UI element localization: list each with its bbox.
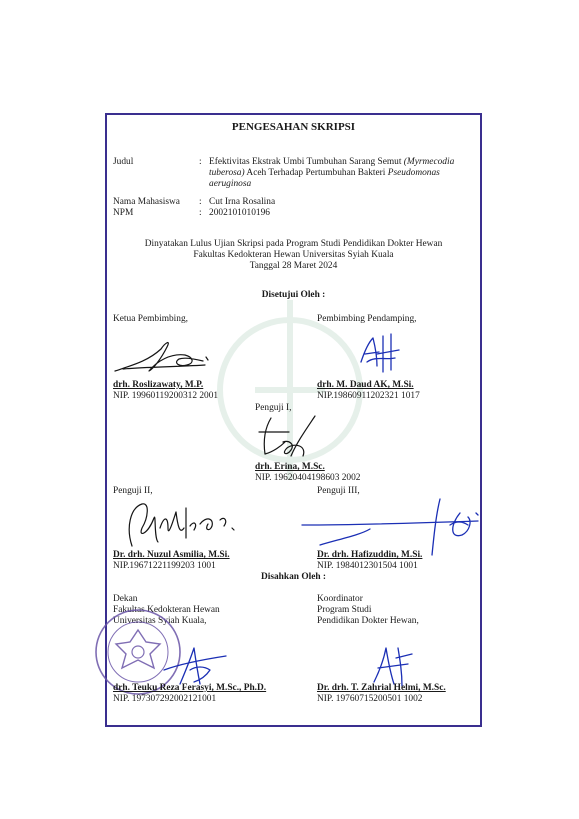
penguji2-name: Dr. drh. Nuzul Asmilia, M.Si. bbox=[113, 550, 230, 560]
document-title: PENGESAHAN SKRIPSI bbox=[231, 121, 356, 133]
judul-label: Judul bbox=[113, 157, 134, 167]
koordinator-name: Dr. drh. T. Zahrial Helmi, M.Sc. bbox=[317, 683, 446, 693]
ratified-by-heading: Disahkan Oleh : bbox=[260, 572, 327, 582]
penguji1-nip: NIP. 19620404198603 2002 bbox=[255, 473, 361, 483]
penguji3-name: Dr. drh. Hafizuddin, M.Si. bbox=[317, 550, 423, 560]
pendamping-role: Pembimbing Pendamping, bbox=[317, 314, 417, 324]
dekan-nip: NIP. 197307292002121001 bbox=[113, 694, 217, 704]
npm-value: 2002101010196 bbox=[209, 208, 270, 218]
pendamping-name: drh. M. Daud AK, M.Si. bbox=[317, 380, 414, 390]
nama-label: Nama Mahasiswa bbox=[113, 197, 180, 207]
judul-line-1: Efektivitas Ekstrak Umbi Tumbuhan Sarang Semut (Myrmecodia bbox=[209, 157, 455, 167]
koordinator-role-3: Pendidikan Dokter Hewan, bbox=[317, 616, 419, 626]
koordinator-role-2: Program Studi bbox=[317, 605, 372, 615]
statement-line-2: Fakultas Kedokteran Hewan Universitas Syiah Kuala bbox=[193, 250, 394, 260]
ketua-role: Ketua Pembimbing, bbox=[113, 314, 188, 324]
npm-label: NPM bbox=[113, 208, 134, 218]
pendamping-signature bbox=[355, 332, 405, 378]
pendamping-nip: NIP.19860911202321 1017 bbox=[317, 391, 420, 401]
statement-line-1: Dinyatakan Lulus Ujian Skripsi pada Program Studi Pendidikan Dokter Hewan bbox=[144, 239, 443, 249]
dekan-name: drh. Teuku Reza Ferasyi, M.Sc., Ph.D. bbox=[113, 683, 267, 693]
penguji3-signature bbox=[300, 495, 485, 557]
nama-colon: : bbox=[199, 197, 202, 207]
penguji2-role: Penguji II, bbox=[113, 486, 153, 496]
penguji2-nip: NIP.19671221199203 1001 bbox=[113, 561, 216, 571]
nama-value: Cut Irna Rosalina bbox=[209, 197, 276, 207]
ketua-nip: NIP. 19960119200312 2001 bbox=[113, 391, 219, 401]
penguji3-nip: NIP. 1984012301504 1001 bbox=[317, 561, 418, 571]
judul-line-3: aeruginosa bbox=[209, 179, 252, 189]
judul-colon: : bbox=[199, 157, 202, 167]
dekan-role-1: Dekan bbox=[113, 594, 138, 604]
approved-by-heading: Disetujui Oleh : bbox=[261, 290, 326, 300]
penguji1-signature bbox=[255, 412, 335, 467]
penguji3-role: Penguji III, bbox=[317, 486, 360, 496]
statement-line-3: Tanggal 28 Maret 2024 bbox=[249, 261, 338, 271]
ketua-name: drh. Roslizawaty, M.P. bbox=[113, 380, 204, 390]
penguji1-role: Penguji I, bbox=[255, 403, 292, 413]
dekan-role-2: Fakultas Kedokteran Hewan bbox=[113, 605, 220, 615]
dekan-role-3: Universitas Syiah Kuala, bbox=[113, 616, 207, 626]
penguji2-signature bbox=[120, 498, 245, 550]
judul-line-2: tuberosa) Aceh Terhadap Pertumbuhan Bakteri Pseudomonas bbox=[209, 168, 440, 178]
ketua-signature bbox=[113, 335, 213, 380]
penguji1-name: drh. Erina, M.Sc. bbox=[255, 462, 325, 472]
koordinator-role-1: Koordinator bbox=[317, 594, 363, 604]
koordinator-nip: NIP. 19760715200501 1002 bbox=[317, 694, 423, 704]
npm-colon: : bbox=[199, 208, 202, 218]
